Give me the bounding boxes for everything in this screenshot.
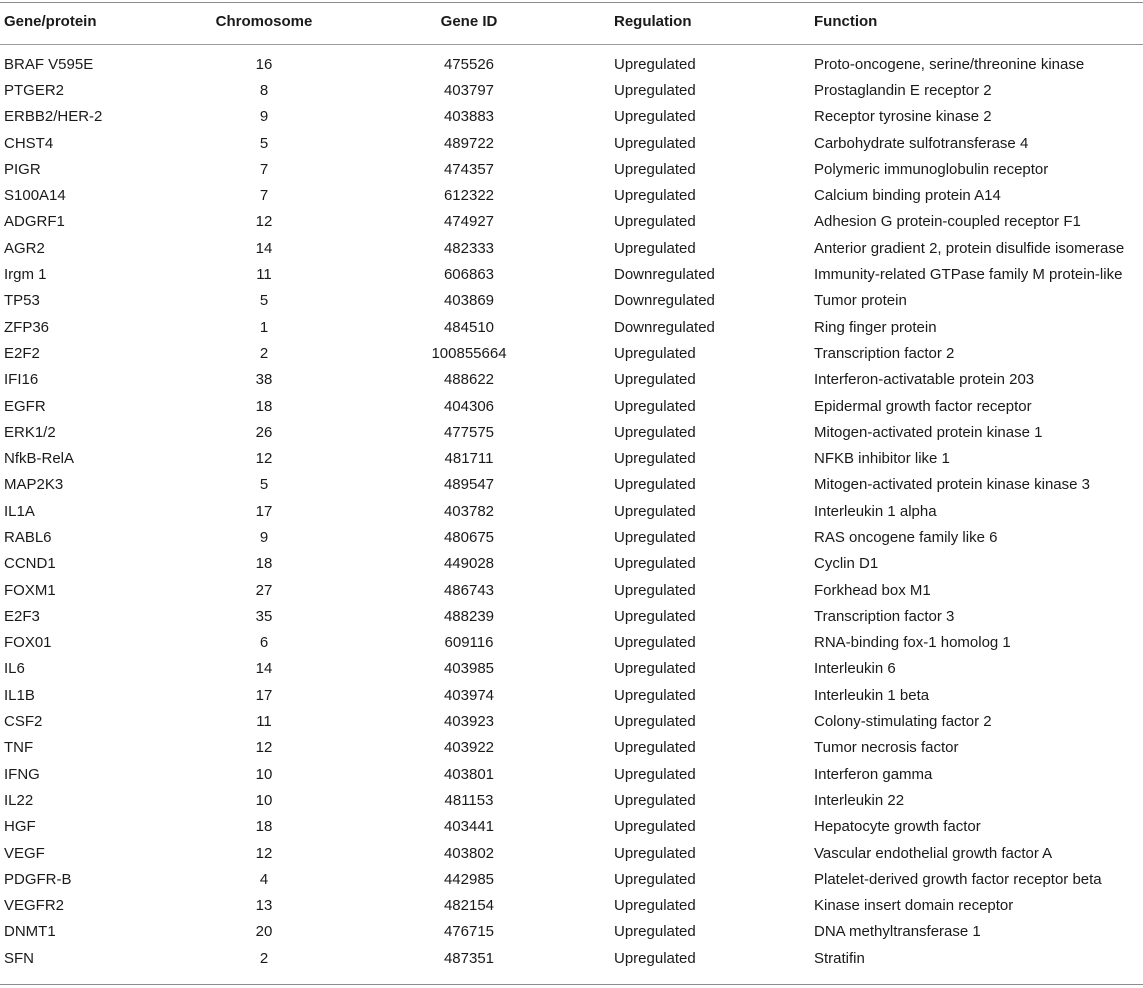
cell-gene-id: 489547	[443, 476, 495, 494]
table-row	[0, 840, 1143, 866]
cell-gene-id: 477575	[443, 423, 495, 441]
cell-gene-id: 100855664	[431, 344, 507, 362]
cell-function: Platelet-derived growth factor receptor beta	[814, 870, 1102, 888]
cell-regulation: Downregulated	[614, 266, 715, 284]
table-row	[0, 708, 1143, 734]
table-row	[0, 472, 1143, 498]
cell-gene-id: 403802	[443, 844, 495, 862]
cell-regulation: Upregulated	[614, 476, 696, 494]
cell-gene: BRAF V595E	[4, 55, 94, 73]
cell-chromosome: 14	[255, 660, 273, 678]
cell-chromosome: 12	[255, 739, 273, 757]
cell-chromosome: 16	[255, 55, 273, 73]
cell-gene: EGFR	[4, 397, 46, 415]
cell-gene-id: 487351	[443, 949, 495, 967]
cell-chromosome: 18	[255, 818, 273, 836]
cell-regulation: Upregulated	[614, 187, 696, 205]
cell-chromosome: 11	[256, 713, 272, 731]
cell-regulation: Downregulated	[614, 318, 715, 336]
table-row	[0, 340, 1143, 366]
cell-gene-id: 475526	[443, 55, 495, 73]
cell-chromosome: 13	[255, 897, 273, 915]
cell-chromosome: 5	[259, 292, 269, 310]
cell-gene: MAP2K3	[4, 476, 64, 494]
cell-regulation: Upregulated	[614, 739, 696, 757]
cell-regulation: Upregulated	[614, 844, 696, 862]
cell-function: RAS oncogene family like 6	[814, 528, 998, 546]
cell-gene: E2F3	[4, 607, 40, 625]
cell-regulation: Upregulated	[614, 397, 696, 415]
cell-gene-id: 481153	[444, 791, 494, 809]
cell-chromosome: 20	[255, 923, 273, 941]
cell-regulation: Upregulated	[614, 239, 696, 257]
table-spacer-row	[0, 44, 1143, 51]
cell-gene-id: 484510	[443, 318, 495, 336]
table-row	[0, 682, 1143, 708]
cell-gene-id: 449028	[443, 555, 495, 573]
cell-function: Calcium binding protein A14	[814, 187, 1001, 205]
table-row	[0, 735, 1143, 761]
cell-chromosome: 27	[255, 581, 273, 599]
cell-function: Vascular endothelial growth factor A	[814, 844, 1053, 862]
cell-regulation: Upregulated	[614, 713, 696, 731]
cell-gene: VEGF	[4, 844, 45, 862]
cell-chromosome: 7	[259, 160, 269, 178]
cell-function: Interleukin 22	[814, 791, 905, 809]
cell-gene: ZFP36	[4, 318, 50, 336]
cell-gene-id: 403883	[443, 108, 495, 126]
table-header-row	[0, 0, 1143, 44]
cell-gene: CCND1	[4, 555, 56, 573]
cell-gene: IL6	[4, 660, 25, 678]
cell-regulation: Upregulated	[614, 423, 696, 441]
table-row	[0, 367, 1143, 393]
table-row	[0, 866, 1143, 892]
cell-gene-id: 486743	[443, 581, 495, 599]
cell-function: Interleukin 1 alpha	[814, 502, 937, 520]
cell-regulation: Upregulated	[614, 923, 696, 941]
cell-function: Transcription factor 2	[814, 344, 955, 362]
cell-gene-id: 403782	[443, 502, 495, 520]
cell-gene: AGR2	[4, 239, 45, 257]
cell-regulation: Upregulated	[614, 607, 696, 625]
cell-function: Hepatocyte growth factor	[814, 818, 981, 836]
cell-function: Forkhead box M1	[814, 581, 931, 599]
cell-regulation: Upregulated	[614, 134, 696, 152]
cell-gene: HGF	[4, 818, 36, 836]
cell-regulation: Upregulated	[614, 581, 696, 599]
cell-gene: ERBB2/HER-2	[4, 108, 103, 126]
cell-function: RNA-binding fox-1 homolog 1	[814, 634, 1011, 652]
cell-function: Adhesion G protein-coupled receptor F1	[814, 213, 1081, 231]
table-row	[0, 630, 1143, 656]
cell-gene-id: 482333	[443, 239, 495, 257]
cell-regulation: Upregulated	[614, 81, 696, 99]
table-row	[0, 130, 1143, 156]
cell-chromosome: 18	[255, 555, 273, 573]
cell-regulation: Upregulated	[614, 791, 696, 809]
cell-gene-id: 609116	[444, 634, 494, 652]
cell-chromosome: 14	[255, 239, 273, 257]
cell-gene-id: 403974	[443, 686, 495, 704]
table-row	[0, 656, 1143, 682]
cell-regulation: Upregulated	[614, 949, 696, 967]
table-row	[0, 761, 1143, 787]
table-row	[0, 235, 1143, 261]
table-row	[0, 919, 1143, 945]
cell-function: Anterior gradient 2, protein disulfide isomerase	[814, 239, 1125, 257]
cell-function: NFKB inhibitor like 1	[814, 450, 950, 468]
table-row	[0, 787, 1143, 813]
cell-function: Colony-stimulating factor 2	[814, 713, 992, 731]
cell-chromosome: 7	[259, 187, 269, 205]
cell-regulation: Upregulated	[614, 660, 696, 678]
cell-function: Stratifin	[814, 949, 865, 967]
cell-chromosome: 10	[255, 765, 273, 783]
cell-chromosome: 18	[255, 397, 273, 415]
header-gene: Gene/protein	[4, 13, 97, 30]
cell-chromosome: 12	[255, 213, 273, 231]
table-row	[0, 603, 1143, 629]
cell-regulation: Upregulated	[614, 555, 696, 573]
cell-chromosome: 5	[259, 134, 269, 152]
cell-gene: ADGRF1	[4, 213, 65, 231]
cell-gene-id: 612322	[443, 187, 495, 205]
cell-regulation: Upregulated	[614, 528, 696, 546]
cell-gene: CSF2	[4, 713, 43, 731]
cell-chromosome: 5	[259, 476, 269, 494]
cell-function: Carbohydrate sulfotransferase 4	[814, 134, 1029, 152]
cell-chromosome: 12	[255, 450, 273, 468]
cell-gene-id: 606863	[443, 266, 495, 284]
cell-function: Tumor protein	[814, 292, 907, 310]
cell-function: Epidermal growth factor receptor	[814, 397, 1032, 415]
cell-gene-id: 404306	[443, 397, 495, 415]
cell-gene-id: 403441	[443, 818, 495, 836]
cell-function: Proto-oncogene, serine/threonine kinase	[814, 55, 1085, 73]
cell-gene: FOX01	[4, 634, 52, 652]
cell-gene: TNF	[4, 739, 34, 757]
cell-gene-id: 403869	[443, 292, 495, 310]
cell-regulation: Upregulated	[614, 55, 696, 73]
cell-gene-id: 403985	[443, 660, 495, 678]
cell-regulation: Upregulated	[614, 344, 696, 362]
cell-function: Immunity-related GTPase family M protein-like	[814, 266, 1123, 284]
cell-chromosome: 4	[259, 870, 269, 888]
cell-gene-id: 442985	[443, 870, 495, 888]
cell-gene: RABL6	[4, 528, 52, 546]
cell-gene: IL22	[4, 791, 34, 809]
cell-chromosome: 11	[256, 266, 272, 284]
cell-function: Interleukin 6	[814, 660, 896, 678]
cell-chromosome: 9	[259, 108, 269, 126]
cell-chromosome: 26	[255, 423, 273, 441]
table-row	[0, 945, 1143, 971]
cell-function: Tumor necrosis factor	[814, 739, 959, 757]
cell-gene: IFNG	[4, 765, 40, 783]
cell-gene: SFN	[4, 949, 34, 967]
cell-gene-id: 403797	[443, 81, 495, 99]
cell-gene-id: 474927	[443, 213, 495, 231]
cell-gene: IFI16	[4, 371, 39, 389]
cell-function: Mitogen-activated protein kinase kinase 3	[814, 476, 1090, 494]
table-body	[0, 44, 1143, 971]
table-row	[0, 51, 1143, 77]
cell-chromosome: 1	[259, 318, 269, 336]
cell-gene: IL1B	[4, 686, 35, 704]
table-row	[0, 314, 1143, 340]
cell-regulation: Upregulated	[614, 870, 696, 888]
table-row	[0, 261, 1143, 287]
cell-function: Interferon-activatable protein 203	[814, 371, 1035, 389]
cell-chromosome: 8	[259, 81, 269, 99]
cell-chromosome: 2	[259, 344, 269, 362]
cell-regulation: Upregulated	[614, 213, 696, 231]
table-row	[0, 288, 1143, 314]
cell-function: DNA methyltransferase 1	[814, 923, 981, 941]
table-row	[0, 419, 1143, 445]
cell-gene: DNMT1	[4, 923, 56, 941]
header-function: Function	[814, 13, 878, 30]
cell-regulation: Upregulated	[614, 897, 696, 915]
cell-regulation: Downregulated	[614, 292, 715, 310]
table-row	[0, 393, 1143, 419]
cell-gene: IL1A	[4, 502, 35, 520]
cell-regulation: Upregulated	[614, 818, 696, 836]
cell-function: Interleukin 1 beta	[814, 686, 930, 704]
cell-gene: FOXM1	[4, 581, 56, 599]
cell-gene: TP53	[4, 292, 40, 310]
cell-gene-id: 474357	[443, 160, 495, 178]
header-gene-id: Gene ID	[440, 13, 498, 30]
cell-gene: PTGER2	[4, 81, 65, 99]
cell-gene: PDGFR-B	[4, 870, 72, 888]
cell-regulation: Upregulated	[614, 634, 696, 652]
cell-function: Ring finger protein	[814, 318, 937, 336]
header-chromosome: Chromosome	[215, 13, 313, 30]
cell-gene-id: 403922	[443, 739, 495, 757]
cell-chromosome: 35	[255, 607, 273, 625]
cell-regulation: Upregulated	[614, 108, 696, 126]
cell-gene-id: 488622	[443, 371, 495, 389]
cell-function: Kinase insert domain receptor	[814, 897, 1014, 915]
cell-function: Mitogen-activated protein kinase 1	[814, 423, 1043, 441]
header-regulation: Regulation	[614, 13, 692, 30]
cell-gene: E2F2	[4, 344, 40, 362]
cell-gene: ERK1/2	[4, 423, 56, 441]
cell-gene-id: 482154	[443, 897, 495, 915]
table-row	[0, 551, 1143, 577]
table-row	[0, 498, 1143, 524]
cell-chromosome: 10	[255, 791, 273, 809]
cell-chromosome: 38	[255, 371, 273, 389]
cell-regulation: Upregulated	[614, 450, 696, 468]
cell-gene-id: 403801	[443, 765, 495, 783]
cell-gene-id: 476715	[443, 923, 495, 941]
cell-gene: S100A14	[4, 187, 66, 205]
cell-gene: NfkB-RelA	[4, 450, 75, 468]
cell-gene: CHST4	[4, 134, 54, 152]
cell-gene: Irgm 1	[4, 266, 47, 284]
cell-regulation: Upregulated	[614, 371, 696, 389]
cell-chromosome: 12	[255, 844, 273, 862]
cell-gene-id: 481711	[444, 450, 494, 468]
cell-gene-id: 403923	[443, 713, 495, 731]
cell-chromosome: 17	[255, 686, 273, 704]
table-row	[0, 77, 1143, 103]
table-row	[0, 577, 1143, 603]
cell-gene-id: 480675	[443, 528, 495, 546]
cell-regulation: Upregulated	[614, 160, 696, 178]
table-row	[0, 209, 1143, 235]
cell-function: Transcription factor 3	[814, 607, 955, 625]
cell-regulation: Upregulated	[614, 502, 696, 520]
table-row	[0, 893, 1143, 919]
table-row	[0, 814, 1143, 840]
cell-regulation: Upregulated	[614, 765, 696, 783]
cell-gene: PIGR	[4, 160, 41, 178]
cell-function: Prostaglandin E receptor 2	[814, 81, 992, 99]
cell-gene-id: 488239	[443, 607, 495, 625]
cell-function: Cyclin D1	[814, 555, 879, 573]
table-row	[0, 524, 1143, 550]
cell-chromosome: 2	[259, 949, 269, 967]
table-row	[0, 104, 1143, 130]
table-row	[0, 182, 1143, 208]
table-row	[0, 156, 1143, 182]
cell-chromosome: 17	[255, 502, 273, 520]
cell-regulation: Upregulated	[614, 686, 696, 704]
cell-function: Interferon gamma	[814, 765, 933, 783]
cell-chromosome: 6	[259, 634, 269, 652]
cell-gene-id: 489722	[443, 134, 495, 152]
table-bottom-rule	[0, 984, 1143, 985]
cell-function: Receptor tyrosine kinase 2	[814, 108, 992, 126]
cell-chromosome: 9	[259, 528, 269, 546]
table-row	[0, 445, 1143, 471]
cell-gene: VEGFR2	[4, 897, 65, 915]
cell-function: Polymeric immunoglobulin receptor	[814, 160, 1049, 178]
